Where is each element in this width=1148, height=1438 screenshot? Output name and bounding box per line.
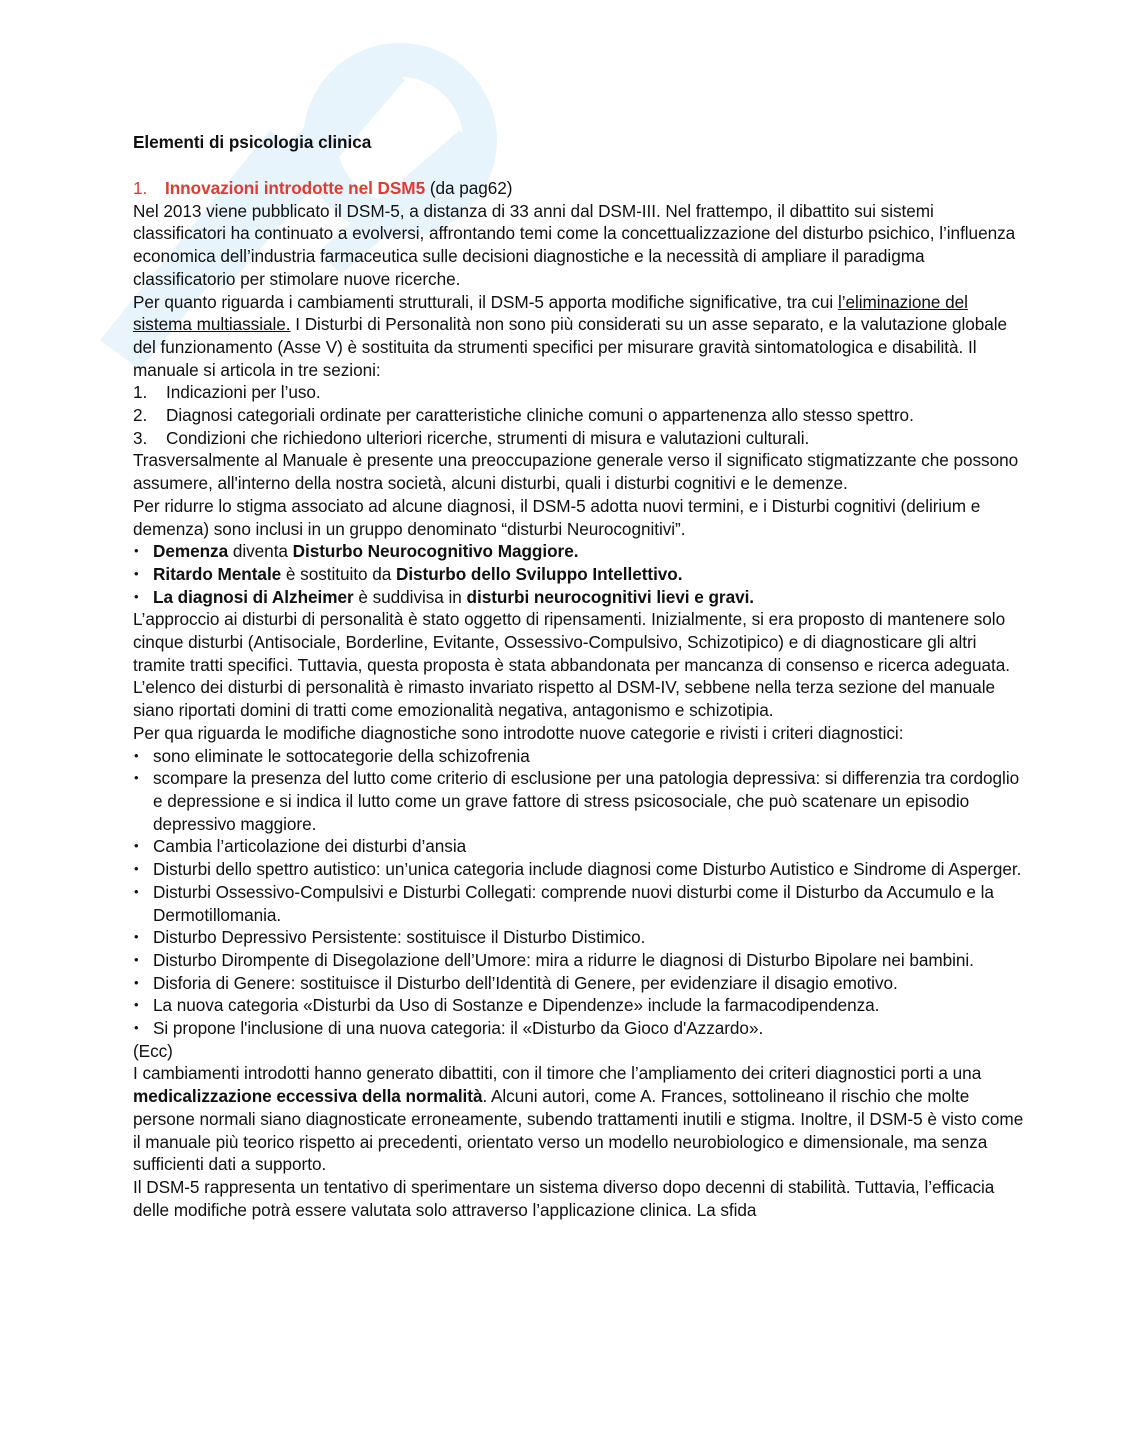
bold-term: Disturbo Neurocognitivo Maggiore. bbox=[292, 541, 579, 562]
section-heading bbox=[133, 177, 1028, 200]
text-span: I cambiamenti introdotti hanno generato dibattiti, con il timore che l’ampliamento dei criteri diagnostici porti a una bbox=[133, 1063, 982, 1084]
text-span: . Alcuni autori, come A. Frances, sottolineano il rischio che molte persone normali siano diagnosticate erroneamente, subendo trattamenti inutili e stigma. Inoltre, il DSM-5 è visto come il manuale più teorico rispetto ai precedenti, orientato verso un modello neurobiologico e dimensionale, ma senza sufficienti dati a supporto. bbox=[133, 1086, 1024, 1175]
paragraph-intro: Nel 2013 viene pubblicato il DSM-5, a distanza di 33 anni dal DSM-III. Nel frattempo, il dibattito sui sistemi classificatori ha continuato a evolversi, affrontando temi come la concettualizzazione del disturbo psichico, l’influenza economica dell’industria farmaceutica sulle decisioni diagnostiche e la necessità di ampliare il paradigma classificatorio per stimolare nuove ricerche. bbox=[133, 200, 1016, 289]
section-page-ref: (da pag62) bbox=[425, 178, 513, 198]
list-item: • Disturbo Depressivo Persistente: sostituisce il Disturbo Distimico. bbox=[133, 926, 1028, 949]
bold-term: Disturbo dello Sviluppo Intellettivo. bbox=[395, 563, 683, 584]
text-span: è sostituito da bbox=[281, 563, 396, 584]
list-item: • La nuova categoria «Disturbi da Uso di Sostanze e Dipendenze» include la farmacodipendenza. bbox=[133, 994, 1028, 1017]
paragraph-conclusion: Il DSM-5 rappresenta un tentativo di sperimentare un sistema diverso dopo decenni di stabilità. Tuttavia, l’efficacia delle modifiche potrà essere valutata solo attraverso l’applicazione clinica. La sfida bbox=[133, 1176, 995, 1220]
list-item bbox=[133, 563, 1028, 586]
list-item: • Disturbo Dirompente di Disegolazione dell’Umore: mira a ridurre le diagnosi di Disturbo Bipolare nei bambini. bbox=[133, 949, 1028, 972]
list-item: • sono eliminate le sottocategorie della schizofrenia bbox=[133, 745, 1028, 768]
bold-term: Demenza bbox=[153, 541, 229, 562]
changes-list bbox=[133, 745, 1028, 1040]
list-item: • Disforia di Genere: sostituisce il Disturbo dell’Identità di Genere, per evidenziare il disagio emotivo. bbox=[133, 972, 1028, 995]
bold-phrase: medicalizzazione eccessiva della normalità bbox=[133, 1086, 483, 1107]
renames-list bbox=[133, 540, 1028, 608]
list-text: Diagnosi categoriali ordinate per caratteristiche cliniche comuni o appartenenza allo stesso spettro. bbox=[166, 405, 914, 426]
paragraph-debate bbox=[133, 1062, 1028, 1176]
bold-term: La diagnosi di Alzheimer bbox=[153, 586, 354, 607]
list-item: • Cambia l’articolazione dei disturbi d’ansia bbox=[133, 835, 1028, 858]
text-span: Per quanto riguarda i cambiamenti strutturali, il DSM-5 apporta modifiche significative, tra cui bbox=[133, 291, 838, 312]
list-item bbox=[133, 427, 1028, 450]
paragraph-diagnostic-changes: Per qua riguarda le modifiche diagnostiche sono introdotte nuove categorie e rivisti i criteri diagnostici: bbox=[133, 722, 904, 743]
bold-term: disturbi neurocognitivi lievi e gravi. bbox=[466, 586, 755, 607]
sections-list bbox=[133, 381, 1028, 449]
list-item bbox=[133, 404, 1028, 427]
list-number: 3. bbox=[133, 427, 148, 448]
list-number: 2. bbox=[133, 405, 148, 426]
text-span: I Disturbi di Personalità non sono più considerati su un asse separato, e la valutazione globale del funzionamento (Asse V) è sostituita da strumenti specifici per misurare gravità sintomatologica e disabilità. Il manuale si articola in tre sezioni: bbox=[133, 314, 1008, 380]
text-span: è suddivisa in bbox=[353, 586, 467, 607]
list-item: • Disturbi dello spettro autistico: un’unica categoria include diagnosi come Disturbo Autistico e Sindrome di Asperger. bbox=[133, 858, 1028, 881]
paragraph-structural-changes bbox=[133, 291, 1028, 382]
document-title: Elementi di psicologia clinica bbox=[133, 132, 372, 152]
list-item bbox=[133, 586, 1028, 609]
paragraph-personality: L’approccio ai disturbi di personalità è stato oggetto di ripensamenti. Inizialmente, si era proposto di mantenere solo cinque disturbi (Antisociale, Borderline, Evitante, Ossessivo-Compulsivo, Schizotipico) e di diagnosticare gli altri tramite tratti specifici. Tuttavia, questa proposta è stata abbandonata per mancanza di consenso e ricerca adeguata. L’elenco dei disturbi di personalità è rimasto invariato rispetto al DSM-IV, sebbene nella terza sezione del manuale siano riportati domini di tratti come emozionalità negativa, antagonismo e schizotipia. bbox=[133, 609, 1011, 721]
list-item: • scompare la presenza del lutto come criterio di esclusione per una patologia depressiva: si differenzia tra cordoglio e depressione e si indica il lutto come un grave fattore di stress psicosociale, che può scatenare un episodio depressivo maggiore. bbox=[133, 767, 1028, 835]
paragraph-stigma: Trasversalmente al Manuale è presente una preoccupazione generale verso il significato stigmatizzante che possono assumere, all'interno della nostra società, alcuni disturbi, quali i disturbi cognitivi e le demenze. bbox=[133, 450, 1019, 494]
section-number: 1. bbox=[133, 178, 148, 198]
text-span: diventa bbox=[228, 541, 293, 562]
paragraph-new-terms: Per ridurre lo stigma associato ad alcune diagnosi, il DSM-5 adotta nuovi termini, e i Disturbi cognitivi (delirium e demenza) sono inclusi in un gruppo denominato “disturbi Neurocognitivi”. bbox=[133, 495, 981, 539]
section-title: Innovazioni introdotte nel DSM5 bbox=[165, 178, 426, 198]
list-item: • Si propone l'inclusione di una nuova categoria: il «Disturbo da Gioco d'Azzardo». bbox=[133, 1017, 1028, 1040]
list-text: Indicazioni per l’uso. bbox=[166, 382, 321, 403]
list-number: 1. bbox=[133, 382, 148, 403]
list-item bbox=[133, 540, 1028, 563]
list-item: • Disturbi Ossessivo-Compulsivi e Disturbi Collegati: comprende nuovi disturbi come il Disturbo da Accumulo e la Dermotillomania. bbox=[133, 881, 1028, 926]
document-body bbox=[133, 177, 1028, 1221]
bold-term: Ritardo Mentale bbox=[153, 563, 282, 584]
list-text: Condizioni che richiedono ulteriori ricerche, strumenti di misura e valutazioni culturali. bbox=[166, 427, 810, 448]
underlined-phrase: l’eliminazione del sistema multiassiale. bbox=[133, 291, 968, 335]
list-item bbox=[133, 381, 1028, 404]
ecc-note: (Ecc) bbox=[133, 1040, 173, 1061]
